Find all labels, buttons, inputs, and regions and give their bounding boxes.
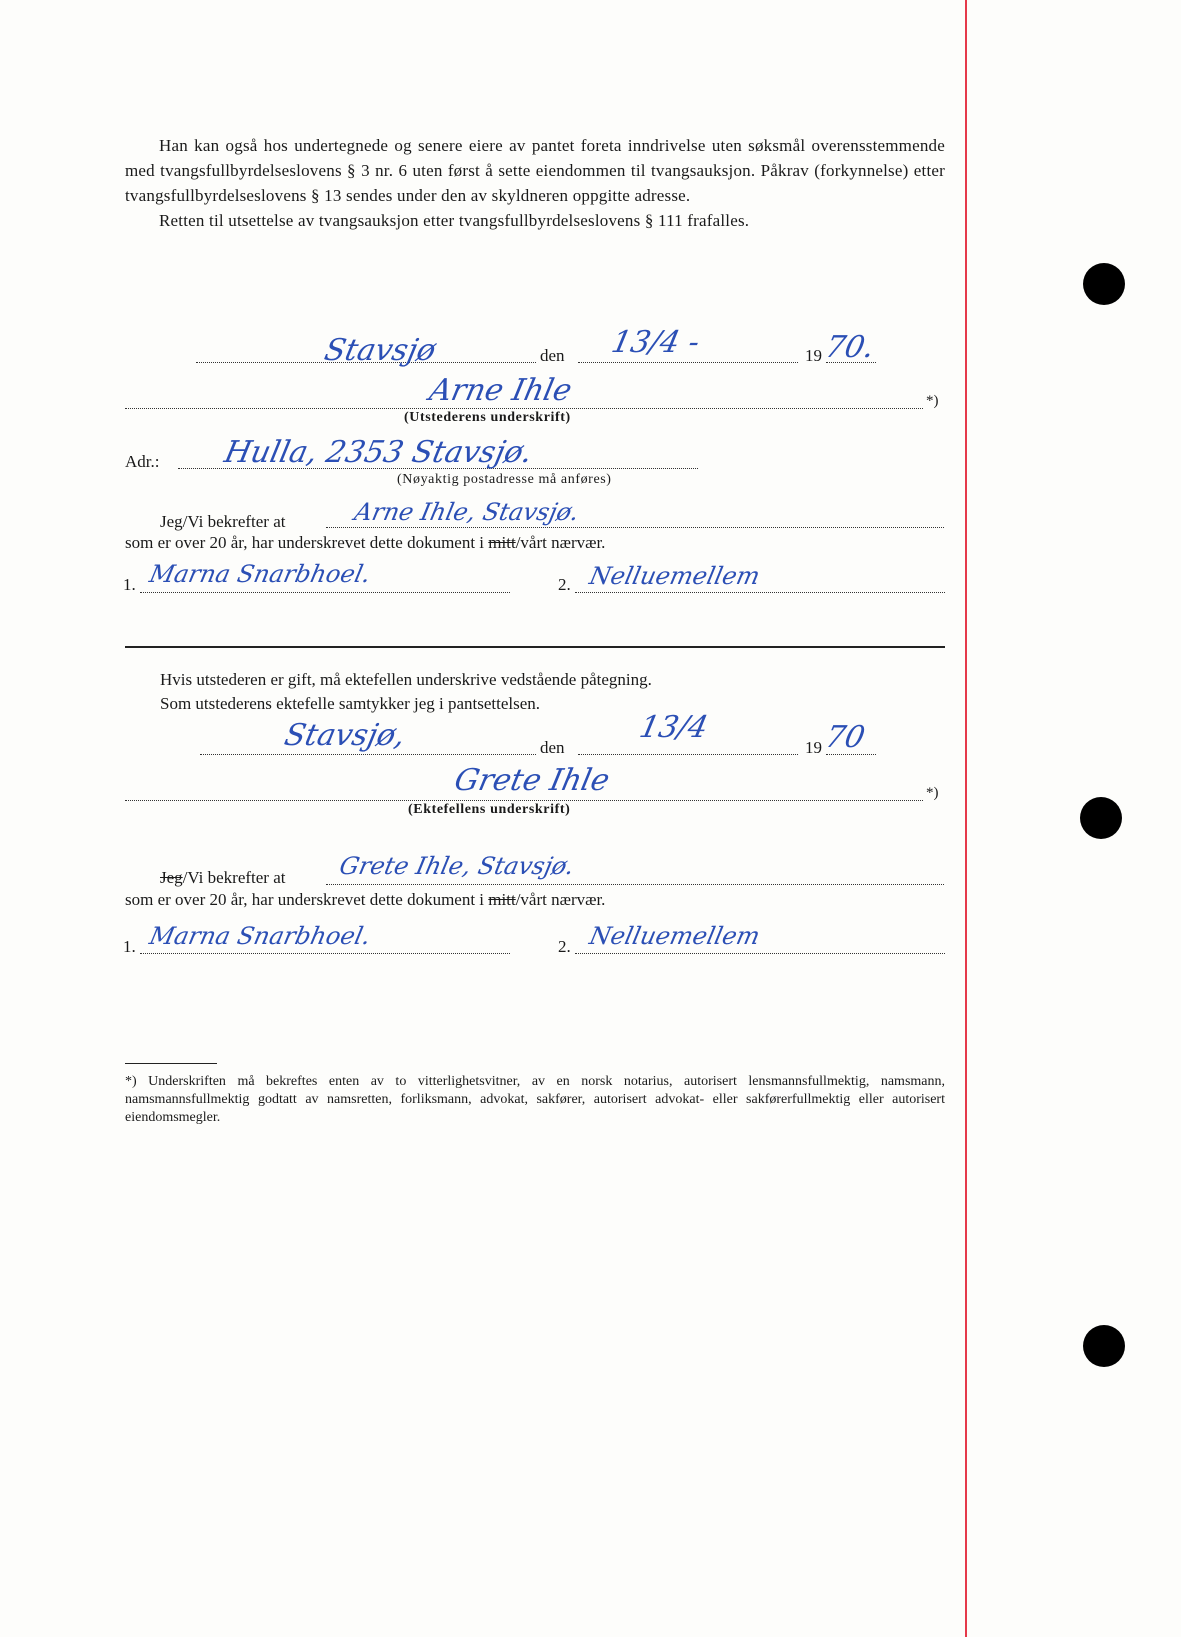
footnote-rule xyxy=(125,1063,217,1064)
spouse-consent: Som utstederens ektefelle samtykker jeg i pantsettelsen. xyxy=(160,694,541,713)
witness2-statement: som er over 20 år, har underskrevet dette dokument i mitt/vårt nærvær. xyxy=(125,890,606,909)
spouse-place-field xyxy=(200,754,536,755)
witness2-signature-1: Marna Snarbhoel. xyxy=(147,922,374,950)
spouse-year-prefix: 19 xyxy=(805,738,822,757)
witness-subject: Arne Ihle, Stavsjø. xyxy=(352,498,582,526)
spouse-signature-field xyxy=(125,800,923,801)
body-text xyxy=(125,133,945,233)
issuer-signature-caption: (Utstederens underskrift) xyxy=(404,410,571,425)
issuer-date: 13/4 - xyxy=(608,325,703,360)
witness-field-2 xyxy=(575,592,945,593)
spouse-year: 70 xyxy=(822,720,868,755)
witness-field-1 xyxy=(140,592,510,593)
address-caption: (Nøyaktig postadresse må anføres) xyxy=(397,472,612,487)
witness2-confirm-label: Jeg/Vi bekrefter at xyxy=(160,868,286,887)
witness2-number-2: 2. xyxy=(558,937,571,956)
spouse-signature: Grete Ihle xyxy=(451,763,613,798)
punch-hole xyxy=(1080,797,1122,839)
paragraph-1: Han kan også hos undertegnede og senere eiere av pantet foreta inndrivelse uten søksmål overensstemmende med tvangsfullbyrdelseslovens § 3 nr. 6 uten først å sette eiendommen til tvangsauksjon. Påkrav (forkynnelse) etter tvangsfullbyrdelseslovens § 13 sendes under den av skyldneren oppgitte adresse. xyxy=(125,136,945,205)
witness-signature-1: Marna Snarbhoel. xyxy=(147,560,374,588)
witness2-field-2 xyxy=(575,953,945,954)
signature-field xyxy=(125,408,923,409)
den-label: den xyxy=(540,346,565,365)
year-prefix: 19 xyxy=(805,346,822,365)
witness-subject-field xyxy=(326,527,944,528)
spouse-place: Stavsjø, xyxy=(281,718,409,753)
spouse-intro: Hvis utstederen er gift, må ektefellen underskrive vedstående påtegning. xyxy=(160,670,652,689)
witness2-number-1: 1. xyxy=(123,937,136,956)
witness2-subject: Grete Ihle, Stavsjø. xyxy=(337,852,577,880)
witness-confirm-label: Jeg/Vi bekrefter at xyxy=(160,512,286,531)
witness2-subject-field xyxy=(326,884,944,885)
witness2-signature-2: Nelluemellem xyxy=(587,922,763,950)
witness2-field-1 xyxy=(140,953,510,954)
punch-hole xyxy=(1083,263,1125,305)
spouse-den-label: den xyxy=(540,738,565,757)
spouse-date-field xyxy=(578,754,798,755)
address-label: Adr.: xyxy=(125,452,160,471)
red-margin-line xyxy=(965,0,967,1637)
witness-signature-2: Nelluemellem xyxy=(587,562,763,590)
date-field xyxy=(578,362,798,363)
witness-number-1: 1. xyxy=(123,575,136,594)
witness-number-2: 2. xyxy=(558,575,571,594)
spouse-signature-caption: (Ektefellens underskrift) xyxy=(408,802,571,817)
punch-hole xyxy=(1083,1325,1125,1367)
witness-statement: som er over 20 år, har underskrevet dette dokument i mitt/vårt nærvær. xyxy=(125,533,606,552)
footnote-mark: *) xyxy=(926,393,939,409)
issuer-address: Hulla, 2353 Stavsjø. xyxy=(221,435,536,470)
issuer-year: 70. xyxy=(822,330,878,365)
paragraph-2: Retten til utsettelse av tvangsauksjon etter tvangsfullbyrdelseslovens § 111 frafalles. xyxy=(159,211,750,230)
spouse-footnote-mark: *) xyxy=(926,785,939,801)
section-divider xyxy=(125,646,945,648)
issuer-place: Stavsjø xyxy=(321,333,439,368)
issuer-signature: Arne Ihle xyxy=(426,373,575,408)
spouse-date: 13/4 xyxy=(636,710,712,745)
footnote: *) Underskriften må bekreftes enten av to vitterlighetsvitner, av en norsk notarius, autorisert lensmannsfullmektig, namsmann, namsmannsfullmektig godtatt av namsretten, forliksmann, advokat, sakfører, autorisert advokat- eller sakførerfullmektig eller autorisert eiendomsmegler. xyxy=(125,1074,945,1125)
